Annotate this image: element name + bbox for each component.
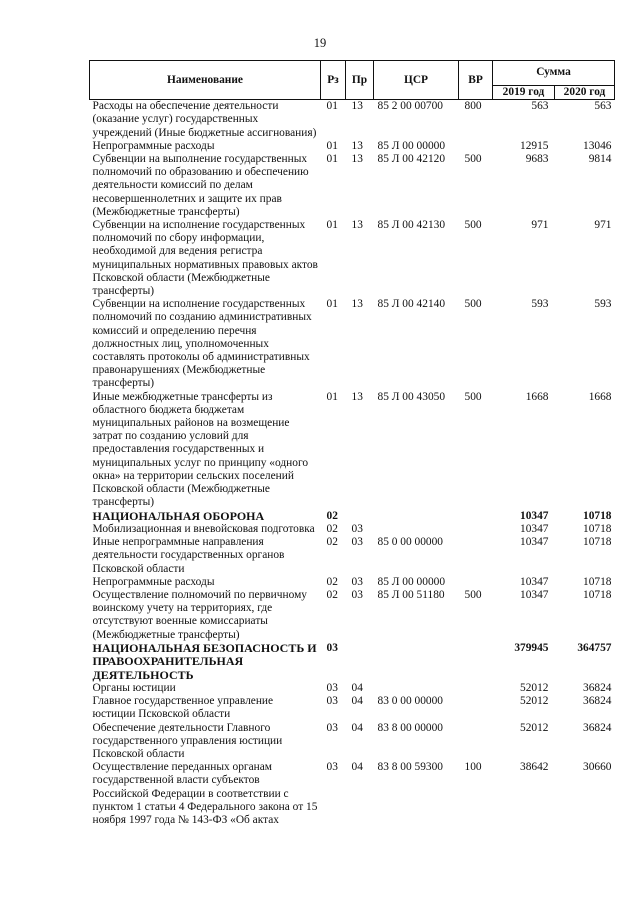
- row-csr: 85 Л 00 00000: [377, 139, 446, 152]
- row-csr: 85 Л 00 42130: [377, 219, 446, 232]
- row-csr: 85 Л 00 42120: [377, 153, 446, 166]
- budget-table: [89, 60, 615, 827]
- row-rz: 02: [326, 522, 338, 535]
- row-sum-2020: 36824: [583, 681, 612, 694]
- row-sum-2019: 379945: [514, 641, 549, 654]
- row-name: НАЦИОНАЛЬНАЯ БЕЗОПАСНОСТЬ И ПРАВООХРАНИТЕЛЬНАЯ ДЕЯТЕЛЬНОСТЬ: [92, 640, 317, 682]
- header-year-2020: 2020 год: [555, 86, 615, 100]
- row-sum-2020: 13046: [583, 139, 612, 152]
- row-pr: 03: [351, 536, 363, 549]
- row-name: Непрограммные расходы: [92, 139, 215, 152]
- row-sum-2019: 1668: [525, 390, 549, 403]
- row-sum-2020: 10718: [583, 509, 612, 522]
- table-row: [90, 219, 615, 298]
- row-vr: [459, 576, 493, 589]
- table-row: [90, 576, 615, 589]
- row-rz: 03: [326, 695, 338, 708]
- row-name: Мобилизационная и вневойсковая подготовка: [92, 522, 315, 535]
- row-name: НАЦИОНАЛЬНАЯ ОБОРОНА: [92, 508, 265, 523]
- row-pr: 04: [351, 761, 363, 774]
- table-header: [90, 61, 615, 100]
- row-pr: 13: [351, 219, 363, 232]
- row-vr: [459, 523, 493, 536]
- table-row: [90, 682, 615, 695]
- row-vr: [459, 536, 493, 576]
- row-name: Главное государственное управление юстиции Псковской области: [92, 695, 274, 721]
- row-rz: 01: [326, 219, 338, 232]
- row-sum-2019: 593: [531, 298, 549, 311]
- row-csr: 83 8 00 00000: [377, 721, 443, 734]
- table-row: [90, 140, 615, 153]
- row-sum-2019: 38642: [520, 761, 549, 774]
- table-row: [90, 153, 615, 219]
- table-row: [90, 536, 615, 576]
- row-pr: 13: [351, 100, 363, 113]
- page-number: 19: [313, 36, 327, 50]
- row-sum-2020: 30660: [583, 761, 612, 774]
- row-vr: 500: [464, 153, 482, 166]
- row-sum-2019: 12915: [520, 139, 549, 152]
- row-vr: 500: [464, 298, 482, 311]
- row-sum-2020: 10718: [583, 522, 612, 535]
- row-rz: 02: [326, 588, 338, 601]
- row-sum-2020: 364757: [577, 641, 612, 654]
- row-csr: [374, 642, 459, 682]
- row-pr: 04: [351, 695, 363, 708]
- row-name: Субвенции на исполнение государственных полномочий по сбору информации, необходимой для ведения регистра муниципальных нормативных правовых актов Псковской области (Межбюджетные трансферты): [92, 219, 318, 298]
- row-csr: 83 8 00 59300: [377, 761, 443, 774]
- row-rz: 03: [326, 681, 338, 694]
- table-row: [90, 391, 615, 510]
- row-csr: 83 0 00 00000: [377, 695, 443, 708]
- row-pr: 03: [351, 522, 363, 535]
- row-sum-2020: 971: [594, 219, 612, 232]
- row-sum-2019: 9683: [525, 153, 549, 166]
- header-year-2019: 2019 год: [493, 86, 555, 100]
- row-vr: 500: [464, 390, 482, 403]
- row-pr: 13: [351, 298, 363, 311]
- row-sum-2019: 52012: [520, 721, 549, 734]
- row-sum-2019: 10347: [520, 588, 549, 601]
- table-row: [90, 642, 615, 682]
- row-rz: 03: [326, 761, 338, 774]
- row-pr: 03: [351, 588, 363, 601]
- row-sum-2020: 10718: [583, 575, 612, 588]
- row-name: Осуществление переданных органам государственной власти субъектов Российской Федерации в соответствии с пунктом 1 статьи 4 Федерального закона от 15 ноября 1997 года № 143-ФЗ «Об актах: [92, 761, 318, 826]
- row-rz: 01: [326, 139, 338, 152]
- row-name: Обеспечение деятельности Главного государственного управления юстиции Псковской области: [92, 721, 283, 760]
- row-pr: 13: [351, 139, 363, 152]
- row-pr: 03: [351, 575, 363, 588]
- header-csr: ЦСР: [374, 61, 459, 100]
- row-vr: [459, 140, 493, 153]
- row-pr: 04: [351, 721, 363, 734]
- row-vr: 500: [464, 219, 482, 232]
- row-csr: 85 0 00 00000: [377, 536, 443, 549]
- row-vr: 800: [464, 100, 482, 113]
- row-csr: 85 Л 00 42140: [377, 298, 446, 311]
- header-vr: ВР: [459, 61, 493, 100]
- table-row: [90, 510, 615, 523]
- row-vr: [459, 642, 493, 682]
- row-csr: [374, 523, 459, 536]
- row-name: Иные межбюджетные трансферты из областного бюджета бюджетам муниципальных районов на возмещение затрат по созданию условий для предоставления государственных и муниципальных услуг по принципу «одного окна» на территории сельских поселений Псковской области (Межбюджетные трансферты): [92, 390, 309, 509]
- row-rz: 01: [326, 390, 338, 403]
- table-row: [90, 589, 615, 642]
- row-rz: 02: [326, 509, 338, 522]
- row-csr: 85 Л 00 51180: [377, 588, 445, 601]
- row-sum-2020: 10718: [583, 536, 612, 549]
- header-pr: Пр: [346, 61, 374, 100]
- row-name: Субвенции на исполнение государственных полномочий по созданию административных комиссий и определению перечня должностных лиц, уполномоченных составлять протоколы об административных правонарушениях (Межбюджетные трансферты): [92, 298, 312, 390]
- row-sum-2019: 563: [531, 100, 549, 113]
- row-csr: 85 2 00 00700: [377, 100, 443, 113]
- row-csr: 85 Л 00 00000: [377, 575, 446, 588]
- table-row: [90, 298, 615, 390]
- row-name: Осуществление полномочий по первичному воинскому учету на территориях, где отсутствуют военные комиссариаты (Межбюджетные трансферты): [92, 588, 307, 641]
- row-sum-2020: 1668: [588, 390, 612, 403]
- header-rz: Рз: [321, 61, 346, 100]
- row-sum-2020: 10718: [583, 588, 612, 601]
- table-body: [90, 100, 615, 827]
- row-name: Непрограммные расходы: [92, 575, 215, 588]
- row-vr: [459, 722, 493, 762]
- table-row: [90, 761, 615, 827]
- row-pr: [346, 642, 374, 682]
- row-name: Органы юстиции: [92, 681, 176, 694]
- row-sum-2020: 563: [594, 100, 612, 113]
- table-row: [90, 722, 615, 762]
- row-rz: 03: [326, 641, 338, 654]
- row-rz: 01: [326, 298, 338, 311]
- header-sum: Сумма: [493, 61, 615, 86]
- row-sum-2019: 52012: [520, 681, 549, 694]
- row-csr: [374, 682, 459, 695]
- row-sum-2019: 971: [531, 219, 549, 232]
- row-rz: 02: [326, 575, 338, 588]
- row-vr: [459, 510, 493, 523]
- row-vr: [459, 682, 493, 695]
- row-name: Иные непрограммные направления деятельности государственных органов Псковской области: [92, 536, 285, 575]
- row-rz: 02: [326, 536, 338, 549]
- header-name: Наименование: [90, 61, 321, 100]
- table-row: [90, 100, 615, 140]
- row-vr: [459, 695, 493, 721]
- row-pr: 13: [351, 153, 363, 166]
- row-sum-2020: 9814: [588, 153, 612, 166]
- row-pr: [346, 510, 374, 523]
- row-vr: 500: [464, 588, 482, 601]
- row-sum-2019: 10347: [520, 522, 549, 535]
- row-csr: [374, 510, 459, 523]
- row-sum-2020: 36824: [583, 721, 612, 734]
- table-row: [90, 523, 615, 536]
- table-row: [90, 695, 615, 721]
- row-name: Субвенции на выполнение государственных полномочий по образованию и обеспечению деятельности комиссий по делам несовершеннолетних и защите их прав (Межбюджетные трансферты): [92, 153, 309, 218]
- row-sum-2019: 10347: [520, 536, 549, 549]
- row-csr: 85 Л 00 43050: [377, 390, 446, 403]
- row-pr: 13: [351, 390, 363, 403]
- row-sum-2020: 593: [594, 298, 612, 311]
- row-rz: 03: [326, 721, 338, 734]
- row-rz: 01: [326, 153, 338, 166]
- row-sum-2019: 10347: [520, 575, 549, 588]
- row-pr: 04: [351, 681, 363, 694]
- row-sum-2020: 36824: [583, 695, 612, 708]
- row-sum-2019: 10347: [520, 509, 549, 522]
- row-rz: 01: [326, 100, 338, 113]
- row-sum-2019: 52012: [520, 695, 549, 708]
- row-vr: 100: [464, 761, 482, 774]
- row-name: Расходы на обеспечение деятельности (оказание услуг) государственных учреждений (Иные бюджетные ассигнования): [92, 100, 317, 139]
